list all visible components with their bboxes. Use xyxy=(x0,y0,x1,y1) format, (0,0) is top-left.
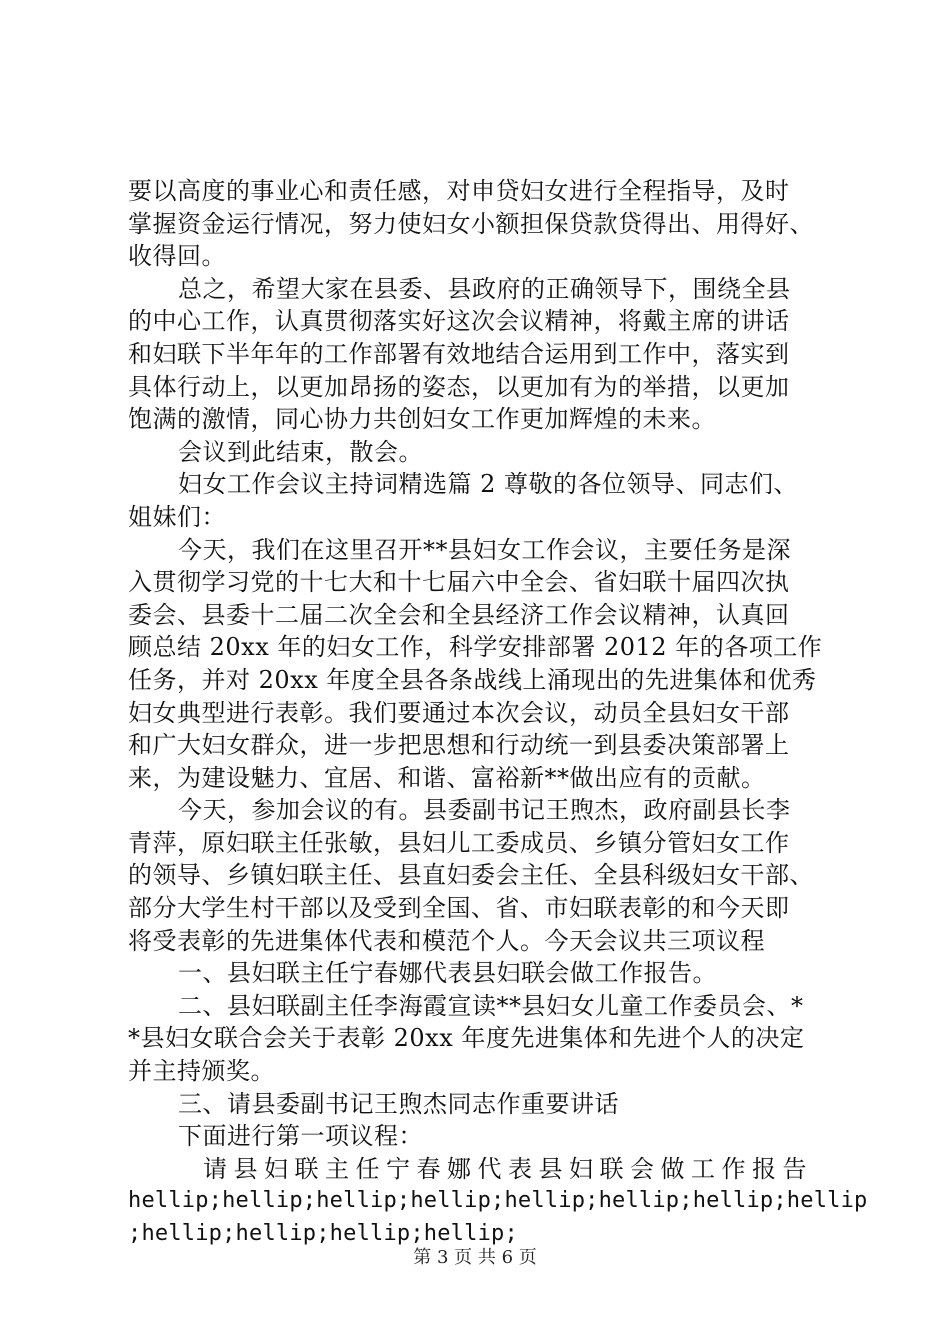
text-line: 要以高度的事业心和责任感，对申贷妇女进行全程指导，及时 xyxy=(128,177,790,205)
text-line: 总之，希望大家在县委、县政府的正确领导下，围绕全县 xyxy=(178,274,791,303)
text-line: 来，为建设魅力、宜居、和谐、富裕新**做出应有的贡献。 xyxy=(128,763,766,792)
text-line: 二、县妇联副主任李海霞宣读**县妇女儿童工作委员会、* xyxy=(178,991,804,1020)
text-line: 将受表彰的先进集体代表和模范个人。今天会议共三项议程 xyxy=(128,926,765,955)
text-line: *县妇女联合会关于表彰 20xx 年度先进集体和先进个人的决定 xyxy=(128,1024,805,1053)
text-line: 妇女典型进行表彰。我们要通过本次会议，动员全县妇女干部 xyxy=(128,698,790,727)
text-line: 下面进行第一项议程： xyxy=(178,1122,423,1151)
page-footer: 第 3 页 共 6 页 xyxy=(413,1247,537,1268)
text-line: 委会、县委十二届二次全会和全县经济工作会议精神，认真回 xyxy=(128,600,790,629)
text-line: 掌握资金运行情况，努力使妇女小额担保贷款贷得出、用得好、 xyxy=(128,209,814,238)
text-line: 任务，并对 20xx 年度全县各条战线上涌现出的先进集体和优秀 xyxy=(128,665,817,694)
text-line: 具体行动上，以更加昂扬的姿态，以更加有为的举措，以更加 xyxy=(128,372,790,401)
text-line: 一、县妇联主任宁春娜代表县妇联会做工作报告。 xyxy=(178,959,717,988)
text-line: 今天，我们在这里召开**县妇女工作会议，主要任务是深 xyxy=(178,535,791,564)
text-line: hellip;hellip;hellip;hellip;hellip;hellip;hellip;hellip xyxy=(128,1188,868,1214)
text-line: 顾总结 20xx 年的妇女工作，科学安排部署 2012 年的各项工作 xyxy=(128,633,823,662)
text-line: 和妇联下半年年的工作部署有效地结合运用到工作中，落实到 xyxy=(128,339,790,368)
text-line: 并主持颁奖。 xyxy=(128,1057,275,1086)
text-line: 饱满的激情，同心协力共创妇女工作更加辉煌的未来。 xyxy=(128,405,716,434)
text-line: 会议到此结束，散会。 xyxy=(178,437,423,466)
document-body xyxy=(128,175,868,1251)
text-line: 三、请县委副书记王煦杰同志作重要讲话 xyxy=(178,1089,619,1118)
text-line: 请县妇联主任宁春娜代表县妇联会做工作报告 xyxy=(203,1154,813,1183)
text-line: 妇女工作会议主持词精选篇 2 尊敬的各位领导、同志们、 xyxy=(178,470,799,499)
text-line: 今天，参加会议的有。县委副书记王煦杰，政府副县长李 xyxy=(178,796,791,825)
text-line: 入贯彻学习党的十七大和十七届六中全会、省妇联十届四次执 xyxy=(128,568,790,597)
text-line: 的领导、乡镇妇联主任、县直妇委会主任、全县科级妇女干部、 xyxy=(128,861,814,890)
text-line: 青萍，原妇联主任张敏，县妇儿工委成员、乡镇分管妇女工作 xyxy=(128,828,790,857)
text-line: 的中心工作，认真贯彻落实好这次会议精神，将戴主席的讲话 xyxy=(128,307,790,336)
text-line: ;hellip;hellip;hellip;hellip; xyxy=(128,1221,518,1246)
text-line: 收得回。 xyxy=(128,242,226,271)
text-line: 部分大学生村干部以及受到全国、省、市妇联表彰的和今天即 xyxy=(128,894,790,923)
text-line: 姐妹们： xyxy=(128,502,226,531)
text-line: 和广大妇女群众，进一步把思想和行动统一到县委决策部署上 xyxy=(128,731,790,760)
